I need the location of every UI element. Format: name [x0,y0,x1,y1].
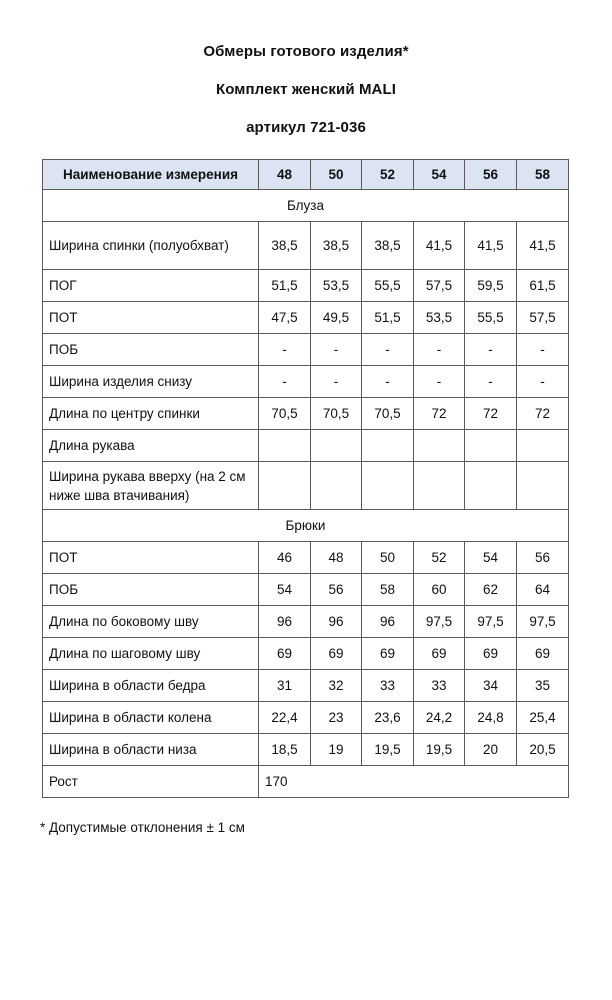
measurement-value: 69 [311,638,362,670]
measurement-value [517,430,569,462]
measurement-value [465,430,517,462]
measurement-value: 59,5 [465,270,517,302]
measurement-value: - [465,334,517,366]
size-header-48: 48 [259,160,311,190]
measurement-value [517,462,569,510]
measurement-value: 18,5 [259,734,311,766]
measurement-value: - [465,366,517,398]
measurement-value: 48 [311,542,362,574]
measurement-value: 41,5 [465,222,517,270]
article-number: артикул 721-036 [246,119,366,136]
measurement-label: Длина по центру спинки [43,398,259,430]
measurement-value: 32 [311,670,362,702]
measurement-value: 49,5 [311,302,362,334]
section-title: Брюки [43,510,569,542]
measurement-value: 69 [465,638,517,670]
measurement-value: 50 [362,542,414,574]
table-row [43,702,569,734]
measurement-value: 54 [465,542,517,574]
measurement-value: 53,5 [414,302,465,334]
section-title: Блуза [43,190,569,222]
measurement-value: - [311,334,362,366]
measurement-value [259,462,311,510]
measurement-value [311,462,362,510]
measurement-value: 96 [362,606,414,638]
measurement-value: 70,5 [311,398,362,430]
size-header-50: 50 [311,160,362,190]
measurement-value: 64 [517,574,569,606]
measurement-value [414,462,465,510]
measurement-value: 19 [311,734,362,766]
measurements-table [42,159,569,798]
table-header-row [43,160,569,190]
size-header-56: 56 [465,160,517,190]
measurement-label: Ширина изделия снизу [43,366,259,398]
table-row [43,734,569,766]
measurement-value: 70,5 [259,398,311,430]
height-label: Рост [43,766,259,798]
measurement-value: 24,2 [414,702,465,734]
table-row [43,606,569,638]
measurement-value: 70,5 [362,398,414,430]
measurement-value: 69 [517,638,569,670]
measurement-value: - [517,334,569,366]
measurement-value [414,430,465,462]
measurement-label: Длина по шаговому шву [43,638,259,670]
measurement-value: 53,5 [311,270,362,302]
measurement-value: 20 [465,734,517,766]
measurement-value: 72 [465,398,517,430]
measurement-value: 31 [259,670,311,702]
measurement-value: 56 [517,542,569,574]
measurement-value: 23 [311,702,362,734]
measurement-value: 38,5 [362,222,414,270]
measurement-value: 96 [259,606,311,638]
measurement-label: ПОТ [43,302,259,334]
measurement-value: 72 [517,398,569,430]
measurement-value: - [311,366,362,398]
measurement-value: - [517,366,569,398]
measurement-value [362,430,414,462]
table-row [43,638,569,670]
table-row [43,542,569,574]
measurement-value: 57,5 [414,270,465,302]
measurement-value: 24,8 [465,702,517,734]
measurement-label: Ширина в области бедра [43,670,259,702]
table-row [43,462,569,510]
measurement-value: 20,5 [517,734,569,766]
measurement-label: Ширина в области колена [43,702,259,734]
measurement-value: 69 [259,638,311,670]
measurement-value: 33 [414,670,465,702]
measurement-label: Ширина в области низа [43,734,259,766]
measurement-value: 61,5 [517,270,569,302]
measurement-value: 41,5 [517,222,569,270]
measurement-label: Длина рукава [43,430,259,462]
measurement-value: - [362,334,414,366]
table-row [43,270,569,302]
section-row [43,510,569,542]
measurement-value: 38,5 [259,222,311,270]
measurement-value [259,430,311,462]
measurement-label: ПОГ [43,270,259,302]
size-header-52: 52 [362,160,414,190]
measurement-name-header: Наименование измерения [43,160,259,190]
measurement-value: 34 [465,670,517,702]
table-row [43,574,569,606]
measurement-value: 97,5 [517,606,569,638]
size-header-58: 58 [517,160,569,190]
measurement-value: 51,5 [362,302,414,334]
measurement-value: 54 [259,574,311,606]
measurement-value: 60 [414,574,465,606]
measurement-value: 25,4 [517,702,569,734]
measurement-value: 23,6 [362,702,414,734]
product-name: Комплект женский MALI [215,81,397,98]
document-title: Обмеры готового изделия* [203,43,409,60]
measurement-value: - [259,366,311,398]
table-row [43,334,569,366]
measurement-value: 47,5 [259,302,311,334]
measurement-value: 96 [311,606,362,638]
measurement-value: - [362,366,414,398]
measurement-value [362,462,414,510]
measurement-value: 69 [362,638,414,670]
measurement-value: 55,5 [362,270,414,302]
measurement-value [311,430,362,462]
measurement-value: 38,5 [311,222,362,270]
measurement-value: 41,5 [414,222,465,270]
measurement-value: 33 [362,670,414,702]
measurement-label: ПОБ [43,334,259,366]
measurement-value: 97,5 [414,606,465,638]
table-row [43,302,569,334]
measurement-value: 35 [517,670,569,702]
measurement-label: ПОБ [43,574,259,606]
table-row [43,222,569,270]
measurement-value: - [414,334,465,366]
measurement-value: 56 [311,574,362,606]
measurement-value: 51,5 [259,270,311,302]
table-row [43,670,569,702]
measurement-value [465,462,517,510]
section-row [43,190,569,222]
measurement-value: - [414,366,465,398]
measurement-value: 72 [414,398,465,430]
table-row [43,366,569,398]
measurement-label: Ширина рукава вверху (на 2 см ниже шва втачивания) [43,462,259,510]
measurement-value: 19,5 [362,734,414,766]
measurement-value: 55,5 [465,302,517,334]
table-row [43,430,569,462]
table-row [43,398,569,430]
measurement-value: 22,4 [259,702,311,734]
measurement-value: 57,5 [517,302,569,334]
measurement-value: 19,5 [414,734,465,766]
measurement-value: 62 [465,574,517,606]
measurement-label: ПОТ [43,542,259,574]
measurement-value: 46 [259,542,311,574]
measurement-value: - [259,334,311,366]
measurement-label: Длина по боковому шву [43,606,259,638]
height-value: 170 [259,766,569,798]
measurement-value: 58 [362,574,414,606]
measurement-value: 97,5 [465,606,517,638]
size-header-54: 54 [414,160,465,190]
measurement-value: 69 [414,638,465,670]
footnote: * Допустимые отклонения ± 1 см [40,820,245,835]
measurement-label: Ширина спинки (полуобхват) [43,222,259,270]
measurement-value: 52 [414,542,465,574]
height-row [43,766,569,798]
